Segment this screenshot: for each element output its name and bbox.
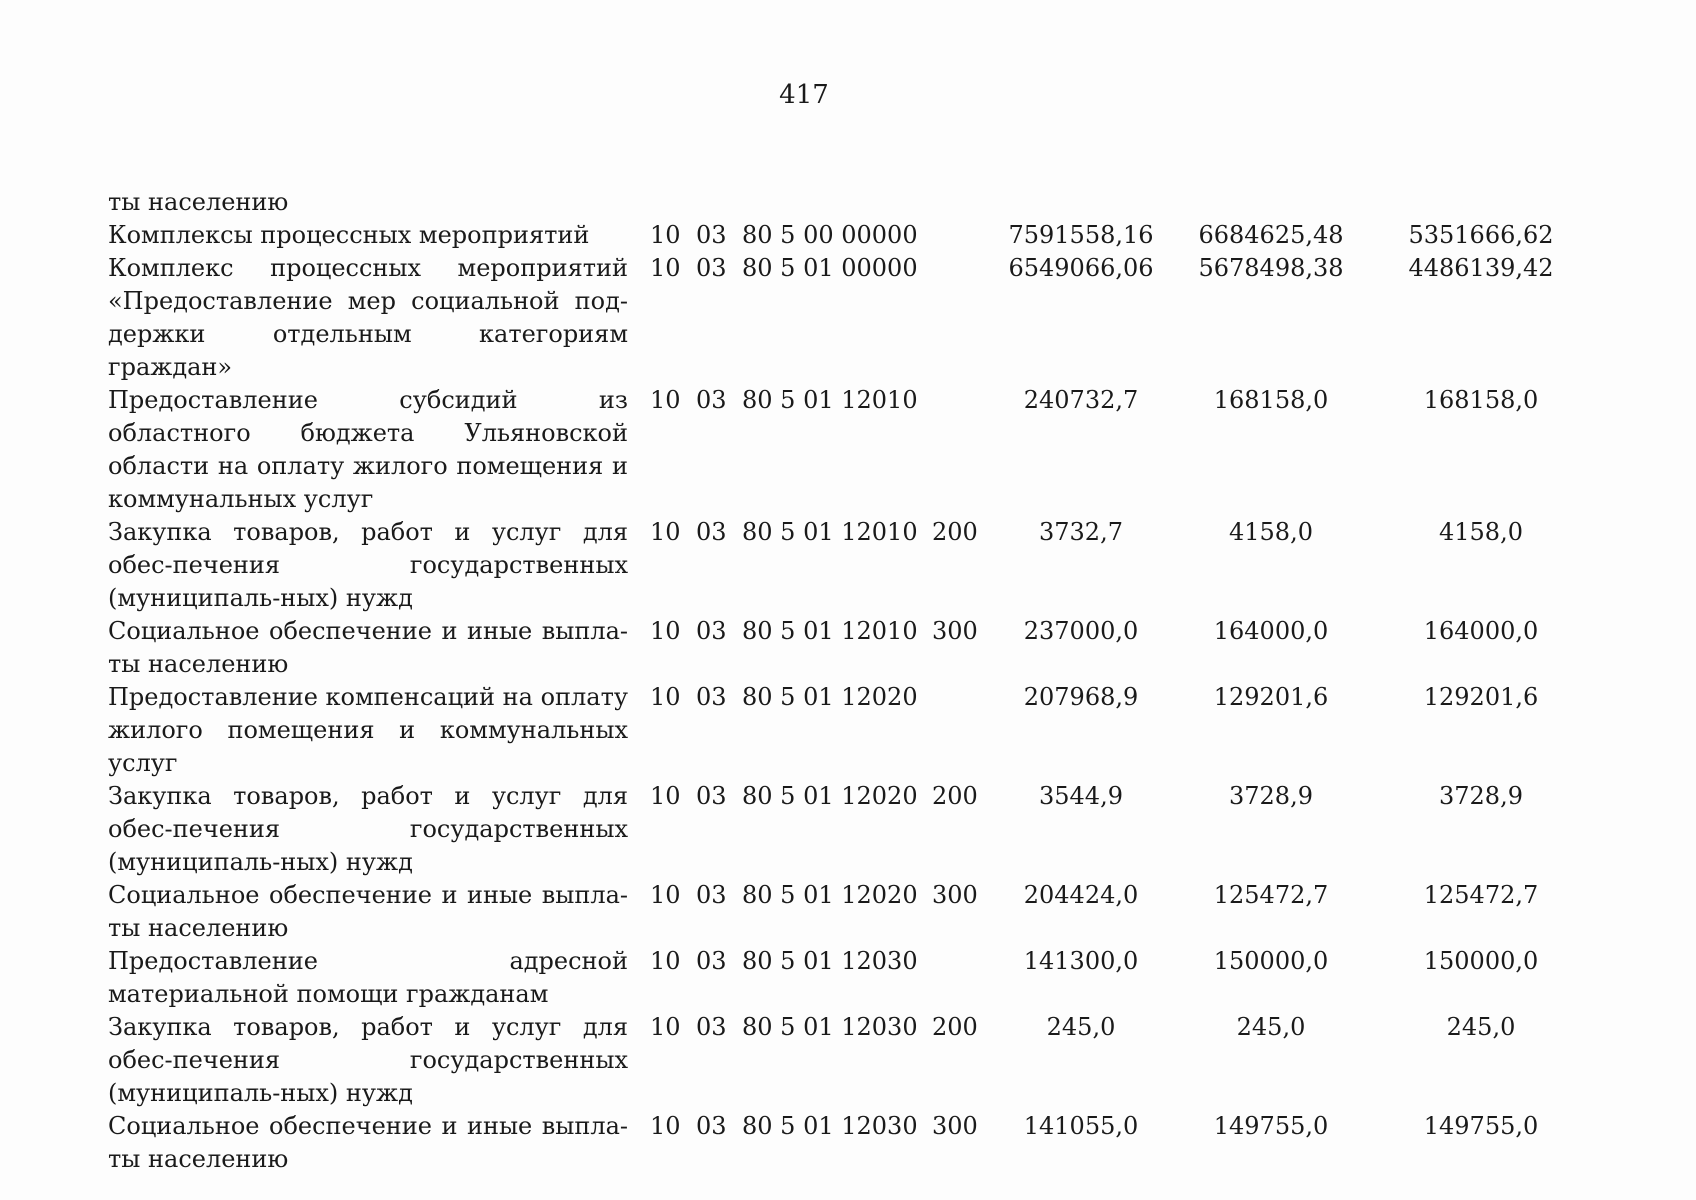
table-row (108, 516, 1588, 615)
table-row (108, 879, 1588, 945)
section-code: 10 (650, 782, 681, 810)
table-row (108, 780, 1588, 879)
amount-year-3: 125472,7 (1423, 881, 1539, 909)
amount-year-2: 3728,9 (1229, 782, 1313, 810)
target-article-code: 80 5 01 12020 (742, 683, 918, 711)
target-article-code: 80 5 01 12020 (742, 782, 918, 810)
amount-year-2: 149755,0 (1213, 1112, 1329, 1140)
target-article-code: 80 5 01 12020 (742, 881, 918, 909)
amount-year-2: 164000,0 (1213, 617, 1329, 645)
subsection-code: 03 (696, 881, 727, 909)
target-article-code: 80 5 01 12010 (742, 518, 918, 546)
amount-year-2: 6684625,48 (1198, 221, 1344, 249)
amount-year-3: 4486139,42 (1408, 254, 1554, 282)
expense-type-code: 300 (932, 617, 978, 645)
row-name: Закупка товаров, работ и услуг для обес-печения государственных (муниципаль-ных) нужд (108, 782, 628, 876)
subsection-code: 03 (696, 683, 727, 711)
amount-year-3: 129201,6 (1423, 683, 1539, 711)
table-row (108, 945, 1588, 1011)
section-code: 10 (650, 518, 681, 546)
expense-type-code: 200 (932, 782, 978, 810)
expense-type-code: 200 (932, 1013, 978, 1041)
amount-year-3: 149755,0 (1423, 1112, 1539, 1140)
table-row (108, 384, 1588, 516)
row-name: Комплексы процессных мероприятий (108, 221, 590, 249)
section-code: 10 (650, 1112, 681, 1140)
target-article-code: 80 5 01 12010 (742, 386, 918, 414)
amount-year-1: 3732,7 (1039, 518, 1123, 546)
amount-year-2: 5678498,38 (1198, 254, 1344, 282)
section-code: 10 (650, 386, 681, 414)
amount-year-2: 168158,0 (1213, 386, 1329, 414)
amount-year-1: 207968,9 (1023, 683, 1139, 711)
continued-row-text: ты населению (108, 188, 289, 216)
amount-year-1: 3544,9 (1039, 782, 1123, 810)
row-name: Закупка товаров, работ и услуг для обес-печения государственных (муниципаль-ных) нужд (108, 1013, 628, 1107)
expense-type-code: 300 (932, 1112, 978, 1140)
amount-year-2: 245,0 (1236, 1013, 1306, 1041)
amount-year-1: 237000,0 (1023, 617, 1139, 645)
subsection-code: 03 (696, 386, 727, 414)
subsection-code: 03 (696, 1112, 727, 1140)
section-code: 10 (650, 881, 681, 909)
target-article-code: 80 5 01 12030 (742, 1112, 918, 1140)
amount-year-3: 245,0 (1446, 1013, 1516, 1041)
table-body (108, 219, 1588, 1176)
target-article-code: 80 5 01 12010 (742, 617, 918, 645)
amount-year-3: 4158,0 (1439, 518, 1523, 546)
amount-year-1: 240732,7 (1023, 386, 1139, 414)
target-article-code: 80 5 00 00000 (742, 221, 918, 249)
amount-year-2: 125472,7 (1213, 881, 1329, 909)
amount-year-3: 168158,0 (1423, 386, 1539, 414)
amount-year-1: 7591558,16 (1008, 221, 1154, 249)
section-code: 10 (650, 1013, 681, 1041)
table-row (108, 219, 1588, 252)
subsection-code: 03 (696, 254, 727, 282)
subsection-code: 03 (696, 1013, 727, 1041)
table-row (108, 1110, 1588, 1176)
row-name: Социальное обеспечение и иные выпла-ты населению (108, 1112, 628, 1173)
amount-year-1: 245,0 (1046, 1013, 1116, 1041)
subsection-code: 03 (696, 518, 727, 546)
amount-year-1: 141055,0 (1023, 1112, 1139, 1140)
subsection-code: 03 (696, 221, 727, 249)
expense-type-code: 300 (932, 881, 978, 909)
subsection-code: 03 (696, 947, 727, 975)
page-number-text: 417 (779, 80, 829, 110)
section-code: 10 (650, 221, 681, 249)
subsection-code: 03 (696, 617, 727, 645)
amount-year-2: 4158,0 (1229, 518, 1313, 546)
table-row (108, 615, 1588, 681)
table-row (108, 252, 1588, 384)
row-name: Предоставление адресной материальной помощи гражданам (108, 947, 628, 1008)
table-row (108, 1011, 1588, 1110)
row-name: Закупка товаров, работ и услуг для обес-печения государственных (муниципаль-ных) нужд (108, 518, 628, 612)
amount-year-1: 6549066,06 (1008, 254, 1154, 282)
amount-year-3: 164000,0 (1423, 617, 1539, 645)
section-code: 10 (650, 617, 681, 645)
amount-year-3: 150000,0 (1423, 947, 1539, 975)
subsection-code: 03 (696, 782, 727, 810)
budget-table (108, 186, 1588, 1176)
row-name: Социальное обеспечение и иные выпла-ты населению (108, 881, 628, 942)
amount-year-2: 129201,6 (1213, 683, 1329, 711)
amount-year-3: 3728,9 (1439, 782, 1523, 810)
page-number (0, 80, 1696, 110)
row-name: Комплекс процессных мероприятий «Предоставление мер социальной под-держки отдельным категориям граждан» (108, 254, 628, 381)
section-code: 10 (650, 254, 681, 282)
amount-year-2: 150000,0 (1213, 947, 1329, 975)
expense-type-code: 200 (932, 518, 978, 546)
table-row (108, 681, 1588, 780)
amount-year-1: 204424,0 (1023, 881, 1139, 909)
row-name: Предоставление субсидий из областного бюджета Ульяновской области на оплату жилого помещения и коммунальных услуг (108, 386, 628, 513)
amount-year-1: 141300,0 (1023, 947, 1139, 975)
target-article-code: 80 5 01 00000 (742, 254, 918, 282)
section-code: 10 (650, 947, 681, 975)
row-name: Социальное обеспечение и иные выпла-ты населению (108, 617, 628, 678)
target-article-code: 80 5 01 12030 (742, 1013, 918, 1041)
section-code: 10 (650, 683, 681, 711)
amount-year-3: 5351666,62 (1408, 221, 1554, 249)
row-name: Предоставление компенсаций на оплату жилого помещения и коммунальных услуг (108, 683, 628, 777)
target-article-code: 80 5 01 12030 (742, 947, 918, 975)
